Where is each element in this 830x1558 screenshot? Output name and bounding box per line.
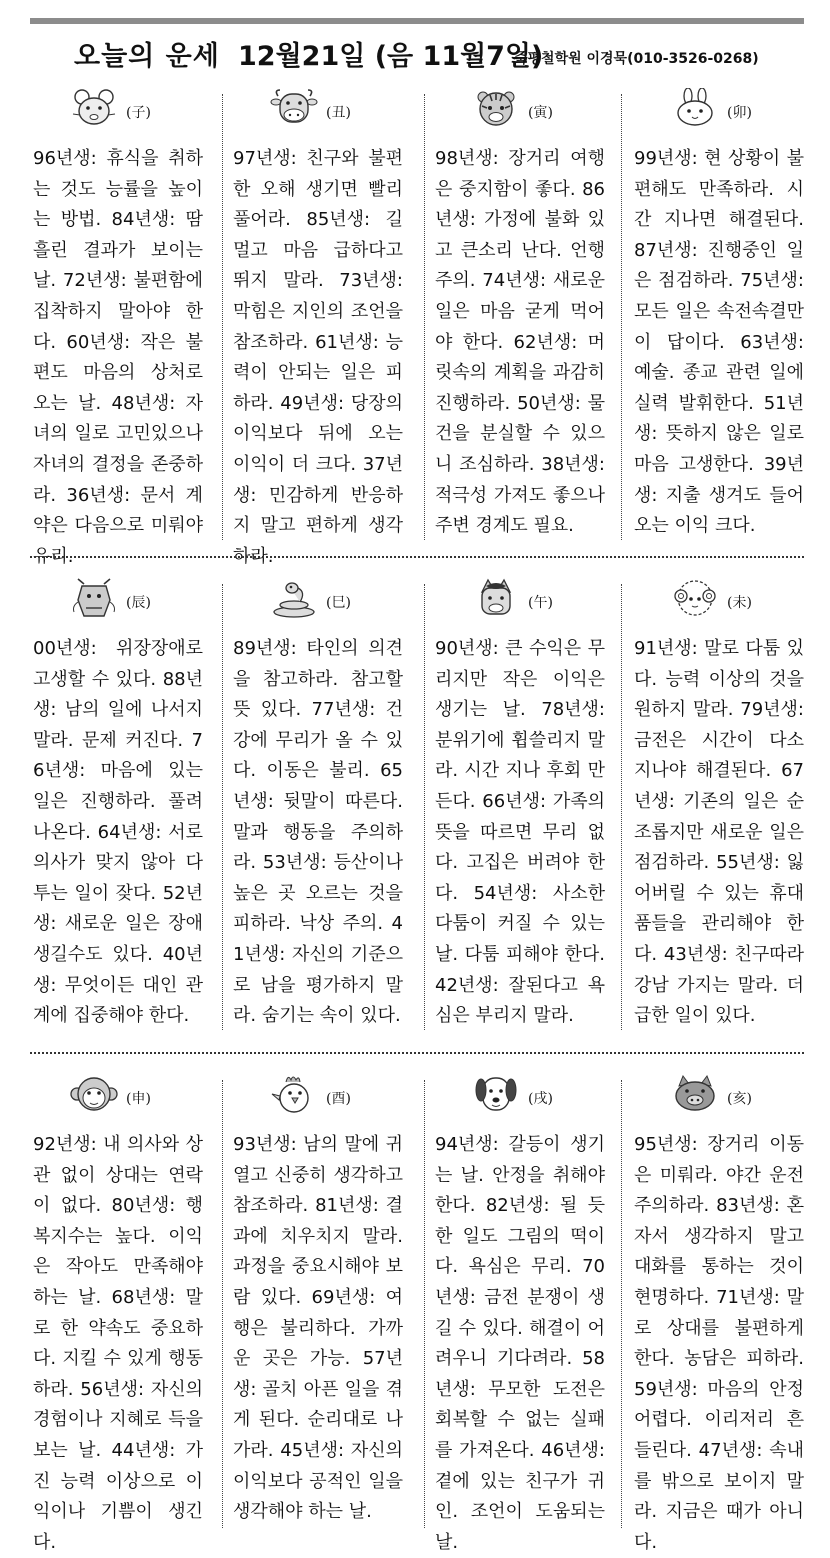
dog-icon xyxy=(472,1074,520,1114)
snake-icon xyxy=(270,578,318,618)
zodiac-label: (戌) xyxy=(528,1091,553,1107)
column-divider xyxy=(222,94,223,540)
zodiac-header xyxy=(432,576,604,632)
column-divider xyxy=(621,94,622,540)
monkey-icon xyxy=(70,1074,118,1114)
zodiac-label: (子) xyxy=(126,105,151,121)
horse-icon xyxy=(472,578,520,618)
header-rule xyxy=(30,18,804,24)
rat-icon xyxy=(70,88,118,128)
fortune-text: 95년생: 장거리 이동은 미뤄라. 야간 운전 주의하라. 83년생: 혼자서 생각하지 말고 대화를 통하는 것이 현명하다. 71년생: 말로 상대를 불편하게 한다. 농담은 피하라. 59년생: 마음의 안정 어렵다. 이리저리 흔들린다. 47년생: 속내를 밖으로 보이지 말라. 지금은 때가 아니다. xyxy=(634,1134,804,1553)
zodiac-header xyxy=(432,86,604,142)
fortune-text: 92년생: 내 의사와 상관 없이 상대는 연락이 없다. 80년생: 행복지수는 높다. 이익은 작아도 만족해야 하는 날. 68년생: 말로 한 약속도 중요하다. 지킬 수 있게 행동하라. 56년생: 자신의 경험이나 지혜로 득을 보는 날. 44년생: 가진 능력 이상으로 이익이나 기쁨이 생긴다. xyxy=(33,1134,203,1553)
rabbit-icon xyxy=(671,88,719,128)
fortune-row-1 xyxy=(30,86,804,567)
rooster-icon xyxy=(270,1074,318,1114)
zodiac-header xyxy=(230,1072,402,1128)
zodiac-label: (申) xyxy=(126,1091,151,1107)
date-label: 12월21일 (음 11월7일) xyxy=(238,41,544,72)
column-divider xyxy=(621,1080,622,1528)
fortune-text: 90년생: 큰 수익은 무리지만 작은 이익은 생기는 날. 78년생: 분위기에 휩쓸리지 말라. 시간 지나 후회 만든다. 66년생: 가족의 뜻을 따르면 무리 없다. 고집은 버려야 한다. 54년생: 사소한 다툼이 커질 수 있는 날. 다툼 피해야 한다. 42년생: 잘된다고 욕심은 부리지 말라. xyxy=(435,638,605,1027)
column-divider xyxy=(222,584,223,1030)
dragon-icon xyxy=(70,578,118,618)
zodiac-header xyxy=(631,576,803,632)
page-title: 오늘의 운세 xyxy=(74,41,220,72)
fortune-text: 99년생: 현 상황이 불편해도 만족하라. 시간 지나면 해결된다. 87년생: 진행중인 일은 점검하라. 75년생: 모든 일은 속전속결만이 답이다. 63년생: 예술. 종교 관련 일에 실력 발휘한다. 51년생: 뜻하지 않은 일로 마음 고생한다. 39년생: 지출 생겨도 들어오는 이익 크다. xyxy=(634,148,804,537)
column-divider xyxy=(424,584,425,1030)
tiger-icon xyxy=(472,88,520,128)
zodiac-header xyxy=(30,576,202,632)
zodiac-label: (巳) xyxy=(326,595,351,611)
zodiac-header xyxy=(230,576,402,632)
zodiac-header xyxy=(631,86,803,142)
fortune-header xyxy=(30,30,804,74)
fortune-text: 89년생: 타인의 의견을 참고하라. 참고할 뜻 있다. 77년생: 건강에 무리가 올 수 있다. 이동은 불리. 65년생: 뒷말이 따른다. 말과 행동을 주의하라. 53년생: 등산이나 높은 곳 오르는 것을 피하라. 낙상 주의. 41년생: 자신의 기준으로 남을 평가하지 말라. 숨기는 속이 있다. xyxy=(233,638,403,1027)
fortune-row-3 xyxy=(30,1072,804,1553)
fortune-text: 96년생: 휴식을 취하는 것도 능률을 높이는 방법. 84년생: 땀 흘린 결과가 보이는 날. 72년생: 불편함에 집착하지 말아야 한다. 60년생: 작은 불편도 마음의 상처로 오는 날. 48년생: 자녀의 일로 고민있으나 자녀의 결정을 존중하라. 36년생: 문서 계약은 다음으로 미뤄야 유리. xyxy=(33,148,203,567)
zodiac-header xyxy=(631,1072,803,1128)
zodiac-header xyxy=(230,86,402,142)
zodiac-header xyxy=(30,86,202,142)
fortune-text: 91년생: 말로 다툼 있다. 능력 이상의 것을 원하지 말라. 79년생: 금전은 시간이 다소 지나야 해결된다. 67년생: 기존의 일은 순조롭지만 새로운 일은 점검하라. 55년생: 잃어버릴 수 있는 휴대품들을 관리해야 한다. 43년생: 친구따라 강남 가지는 말라. 더 급한 일이 있다. xyxy=(634,638,804,1027)
column-divider xyxy=(222,1080,223,1528)
zodiac-label: (辰) xyxy=(126,595,151,611)
fortune-text: 97년생: 친구와 불편한 오해 생기면 빨리 풀어라. 85년생: 길 멀고 마음 급하다고 뛰지 말라. 73년생: 막힘은 지인의 조언을 참조하라. 61년생: 능력이 안되는 일은 피하라. 49년생: 당장의 이익보다 뒤에 오는 이익이 더 크다. 37년생: 민감하게 반응하지 말고 편하게 생각하라. xyxy=(233,148,403,567)
fortune-text: 98년생: 장거리 여행은 중지함이 좋다. 86년생: 가정에 불화 있고 큰소리 난다. 언행 주의. 74년생: 새로운 일은 마음 굳게 먹어야 한다. 62년생: 머릿속의 계획을 과감히 진행하라. 50년생: 물건을 분실할 수 있으니 조심하라. 38년생: 적극성 가져도 좋으나 주변 경계도 필요. xyxy=(435,148,605,537)
zodiac-label: (酉) xyxy=(326,1091,351,1107)
zodiac-label: (丑) xyxy=(326,105,351,121)
pig-icon xyxy=(671,1074,719,1114)
zodiac-label: (午) xyxy=(528,595,553,611)
zodiac-label: (卯) xyxy=(727,105,752,121)
zodiac-label: (寅) xyxy=(528,105,553,121)
zodiac-label: (未) xyxy=(727,595,752,611)
zodiac-header xyxy=(432,1072,604,1128)
row-divider xyxy=(30,1052,804,1054)
row-divider xyxy=(30,556,804,558)
fortune-text: 00년생: 위장장애로 고생할 수 있다. 88년생: 남의 일에 나서지 말라. 문제 커진다. 76년생: 마음에 있는 일은 진행하라. 풀려 나온다. 64년생: 서로 의사가 맞지 않아 다투는 일이 잦다. 52년생: 새로운 일은 장애 생길수도 있다. 40년생: 무엇이든 대인 관계에 집중해야 한다. xyxy=(33,638,203,1027)
sheep-icon xyxy=(671,578,719,618)
fortune-row-2 xyxy=(30,576,804,1040)
column-divider xyxy=(424,1080,425,1528)
ox-icon xyxy=(270,88,318,128)
column-divider xyxy=(424,94,425,540)
fortune-text: 94년생: 갈등이 생기는 날. 안정을 취해야 한다. 82년생: 될 듯한 일도 그림의 떡이다. 욕심은 무리. 70년생: 금전 분쟁이 생길 수 있다. 해결이 어려우니 기다려라. 58년생: 무모한 도전은 회복할 수 없는 실패를 가져온다. 46년생: 곁에 있는 친구가 귀인. 조언이 도움되는 날. xyxy=(435,1134,605,1553)
zodiac-header xyxy=(30,1072,202,1128)
author-credit: 죽평철학원 이경묵(010-3526-0268) xyxy=(514,51,759,67)
column-divider xyxy=(621,584,622,1030)
fortune-text: 93년생: 남의 말에 귀 열고 신중히 생각하고 참조하라. 81년생: 결과에 치우치지 말라. 과정을 중요시해야 보람 있다. 69년생: 여행은 불리하다. 가까운 곳은 가능. 57년생: 골치 아픈 일을 겪게 된다. 순리대로 나가라. 45년생: 자신의 이익보다 공적인 일을 생각해야 하는 날. xyxy=(233,1134,403,1523)
zodiac-label: (亥) xyxy=(727,1091,752,1107)
